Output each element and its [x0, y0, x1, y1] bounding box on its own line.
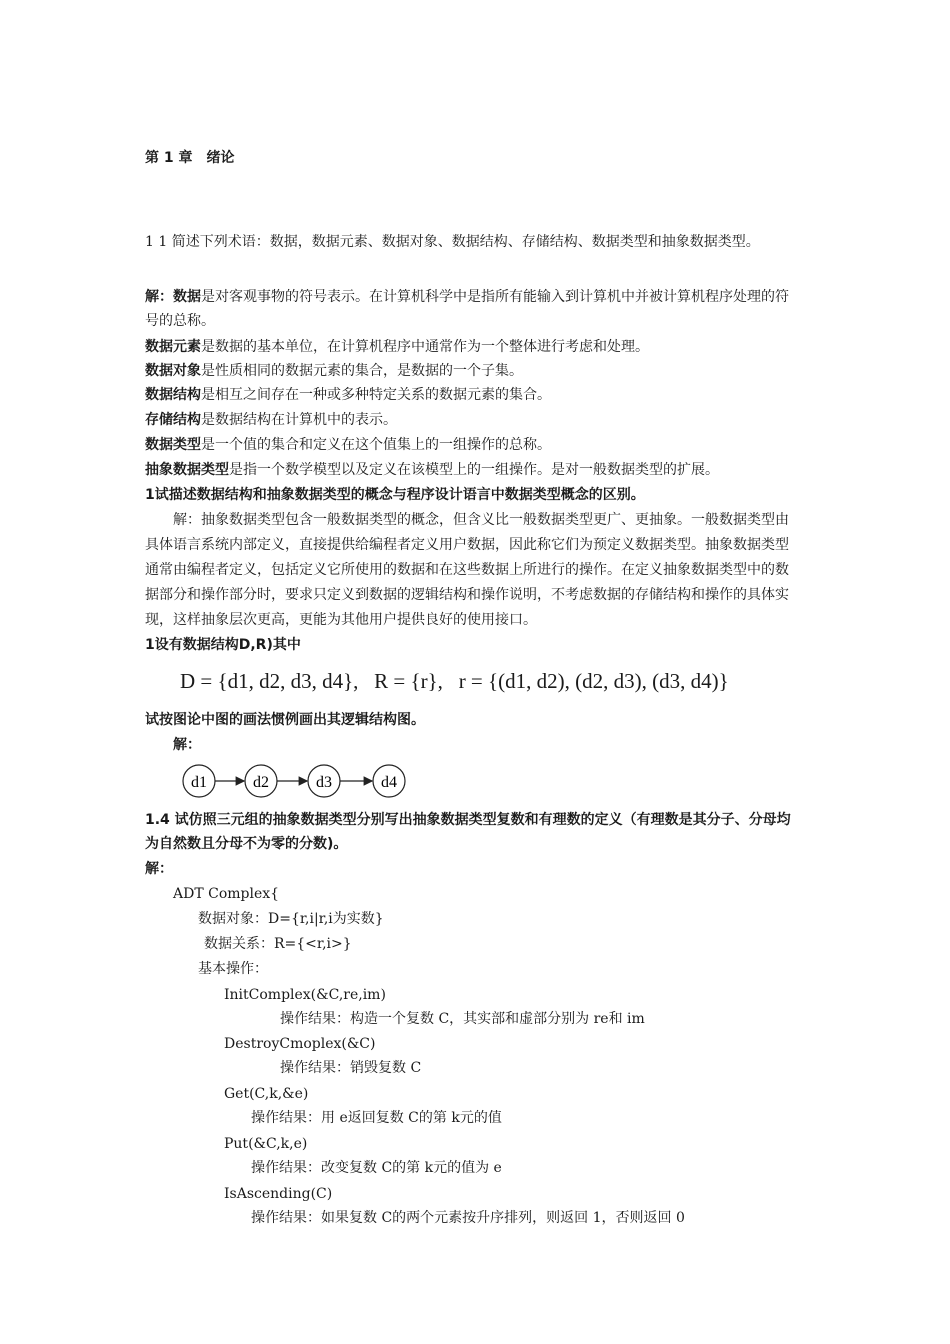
definition: 是性质相同的数据元素的集合，是数据的一个子集。 [201, 363, 523, 379]
term: 数据对象 [145, 363, 201, 379]
answer-2-line: 现，这样抽象层次更高，更能为其他用户提供良好的使用接口。 [145, 612, 537, 628]
diagram-node-d2 [245, 765, 277, 797]
term: 存储结构 [145, 412, 201, 428]
formula-r: R = {r}, [374, 669, 443, 693]
logic-structure-diagram [180, 762, 410, 802]
question-1: 1 1 简述下列术语：数据，数据元素、数据对象、数据结构、存储结构、数据类型和抽象数据类型。 [145, 234, 760, 250]
operation-signature: IsAscending(C) [224, 1186, 333, 1202]
adt-operations-label: 基本操作： [198, 961, 268, 977]
answer-3-label: 解： [173, 737, 201, 753]
answer-1-line [145, 287, 789, 307]
definition: 是一个值的集合和定义在这个值集上的一组操作的总称。 [201, 437, 551, 453]
answer-2-line: 具体语言系统内部定义，直接提供给编程者定义用户数据，因此称它们为预定义数据类型。抽象数据类型 [145, 537, 789, 553]
definition: 是指一个数学模型以及定义在该模型上的一组操作。是对一般数据类型的扩展。 [229, 462, 719, 478]
answer-1-line [145, 435, 551, 455]
node-label: d4 [381, 774, 397, 791]
answer-4-label: 解： [145, 861, 173, 877]
operation-result: 操作结果：销毁复数 C [280, 1060, 422, 1076]
question-3-instruction: 试按图论中图的画法惯例画出其逻辑结构图。 [145, 712, 425, 728]
answer-1-line [145, 361, 523, 381]
definition: 是相互之间存在一种或多种特定关系的数据元素的集合。 [201, 387, 551, 403]
operation-result: 操作结果：构造一个复数 C，其实部和虚部分别为 re和 im [280, 1011, 645, 1027]
diagram-node-d4 [373, 765, 405, 797]
question-2: 1试描述数据结构和抽象数据类型的概念与程序设计语言中数据类型概念的区别。 [145, 487, 645, 503]
operation-result: 操作结果：如果复数 C的两个元素按升序排列，则返回 1，否则返回 0 [251, 1210, 685, 1226]
question-4-line: 为自然数且分母不为零的分数)。 [145, 836, 348, 852]
answer-prefix: 解： [145, 289, 173, 305]
formula-rel: r = {(d1, d2), (d2, d3), (d3, d4)} [458, 669, 729, 693]
chapter-heading: 第 1 章 绪论 [145, 150, 235, 166]
formula-d: D = {d1, d2, d3, d4}, [180, 669, 359, 693]
operation-signature: Put(&C,k,e) [224, 1136, 308, 1152]
node-label: d3 [316, 774, 332, 791]
definition: 是数据结构在计算机中的表示。 [201, 412, 397, 428]
adt-header: ADT Complex{ [173, 886, 280, 902]
definition: 号的总称。 [145, 313, 215, 329]
question-3: 1设有数据结构D,R)其中 [145, 637, 301, 653]
definition: 是对客观事物的符号表示。在计算机科学中是指所有能输入到计算机中并被计算机程序处理的符 [201, 289, 789, 305]
adt-data-relation: 数据关系：R={<r,i>} [204, 936, 352, 952]
answer-2-line: 据部分和操作部分时，要求只定义到数据的逻辑结构和操作说明，不考虑数据的存储结构和操作的具体实 [145, 587, 789, 603]
definition: 是数据的基本单位，在计算机程序中通常作为一个整体进行考虑和处理。 [201, 339, 649, 355]
operation-result: 操作结果：用 e返回复数 C的第 k元的值 [251, 1110, 502, 1126]
adt-data-object: 数据对象：D={r,i|r,i为实数} [198, 911, 384, 927]
term: 数据 [173, 289, 201, 305]
term: 数据元素 [145, 339, 201, 355]
answer-1-line [145, 460, 719, 480]
diagram-node-d3 [308, 765, 340, 797]
term: 数据类型 [145, 437, 201, 453]
question-4-line: 1.4 试仿照三元组的抽象数据类型分别写出抽象数据类型复数和有理数的定义（有理数是其分子、分母均 [145, 812, 791, 828]
formula [180, 668, 729, 694]
term: 数据结构 [145, 387, 201, 403]
diagram-node-d1 [183, 765, 215, 797]
operation-signature: Get(C,k,&e) [224, 1086, 309, 1102]
answer-1-line [145, 385, 551, 405]
answer-2-line: 解：抽象数据类型包含一般数据类型的概念，但含义比一般数据类型更广、更抽象。一般数据类型由 [173, 512, 789, 528]
answer-1-line [145, 410, 397, 430]
answer-2-line: 通常由编程者定义，包括定义它所使用的数据和在这些数据上所进行的操作。在定义抽象数据类型中的数 [145, 562, 789, 578]
answer-1-line [145, 337, 649, 357]
operation-result: 操作结果：改变复数 C的第 k元的值为 e [251, 1160, 502, 1176]
node-label: d2 [253, 774, 269, 791]
operation-signature: InitComplex(&C,re,im) [224, 987, 386, 1003]
node-label: d1 [191, 774, 207, 791]
answer-1-line [145, 311, 215, 331]
term: 抽象数据类型 [145, 462, 229, 478]
operation-signature: DestroyCmoplex(&C) [224, 1036, 376, 1052]
